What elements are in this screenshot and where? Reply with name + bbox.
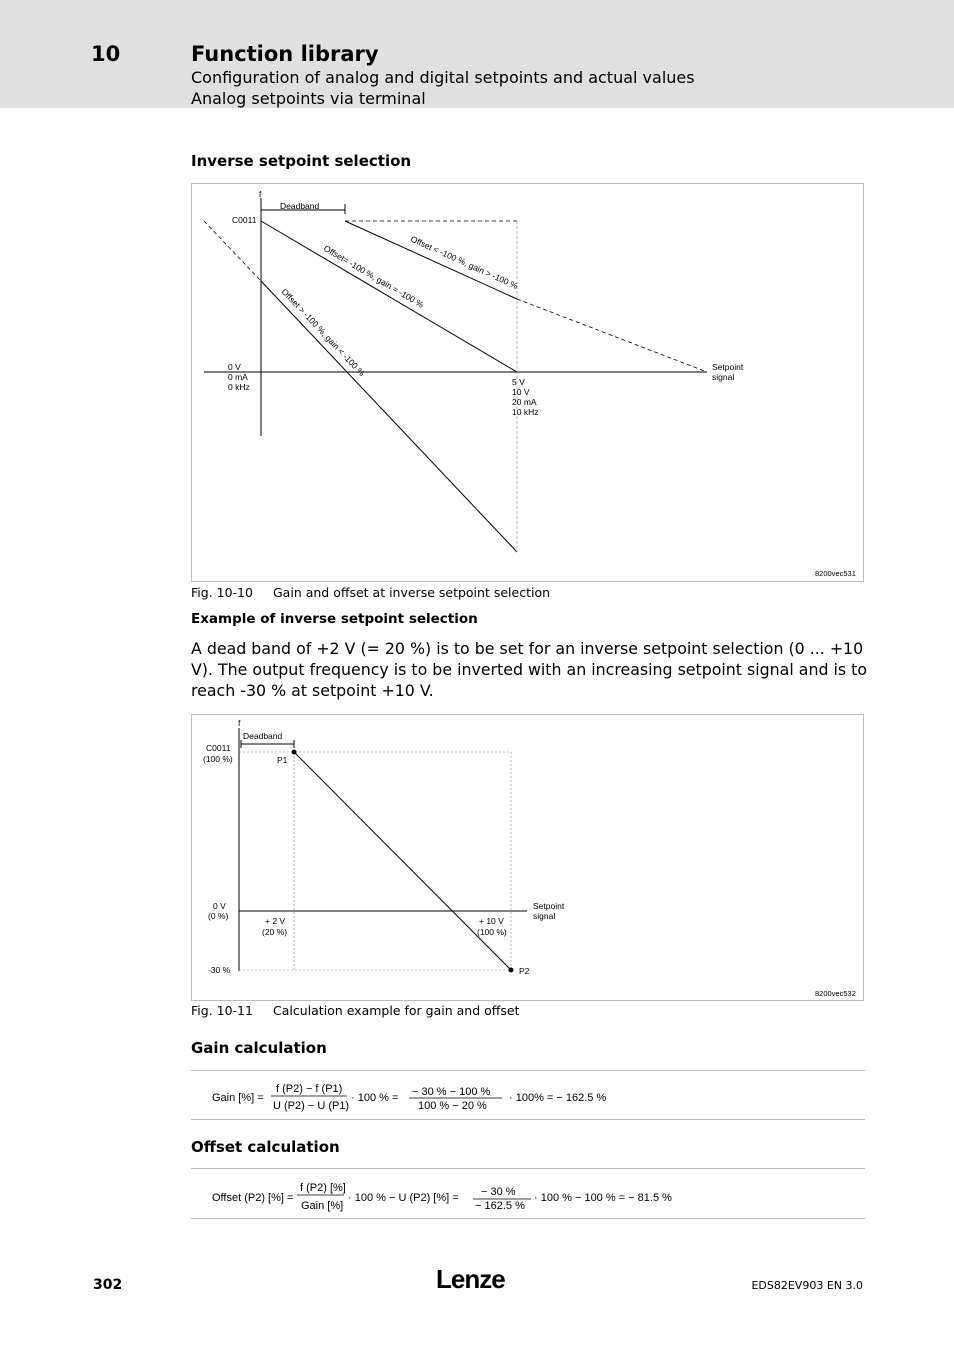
plus2v-pct-label: (20 %) bbox=[262, 927, 288, 937]
five-v-label: 5 V bbox=[512, 377, 525, 387]
ten-v-label: 10 V bbox=[512, 387, 530, 397]
gain-formula bbox=[191, 1070, 865, 1120]
header-band bbox=[0, 0, 954, 108]
caption-fig-10-11 bbox=[191, 1003, 520, 1018]
offset-numerator: f (P2) [%] bbox=[300, 1182, 346, 1194]
heading-gain-calculation: Gain calculation bbox=[191, 1039, 327, 1057]
c0011-label: C0011 bbox=[232, 215, 257, 225]
offset-mid: · 100 % − U (P2) [%] = bbox=[348, 1192, 459, 1204]
figure-id: 8200vec532 bbox=[815, 989, 856, 998]
signal-label: signal bbox=[712, 372, 735, 382]
offset-formula bbox=[191, 1168, 865, 1219]
p1-label: P1 bbox=[277, 755, 288, 765]
caption-number: Fig. 10-10 bbox=[191, 585, 253, 600]
offset-numerator-values: − 30 % bbox=[481, 1186, 516, 1198]
plus2v-label: + 2 V bbox=[265, 916, 286, 926]
gain-lhs: Gain [%] = bbox=[212, 1092, 264, 1104]
p2-label: P2 bbox=[519, 966, 530, 976]
gain-numerator: f (P2) − f (P1) bbox=[276, 1083, 343, 1095]
offset-result: · 100 % − 100 % = − 81.5 % bbox=[534, 1192, 672, 1204]
offset-denominator: Gain [%] bbox=[301, 1200, 344, 1212]
document-id: EDS82EV903 EN 3.0 bbox=[751, 1279, 863, 1292]
plus10v-pct-label: (100 %) bbox=[477, 927, 507, 937]
chapter-number: 10 bbox=[91, 42, 121, 66]
minus30-label: -30 % bbox=[208, 965, 231, 975]
subtitle-2: Analog setpoints via terminal bbox=[191, 89, 426, 108]
zero-khz-label: 0 kHz bbox=[228, 382, 250, 392]
deadband-label: Deadband bbox=[243, 731, 283, 741]
chapter-title: Function library bbox=[191, 42, 379, 66]
point-p2 bbox=[509, 968, 514, 973]
caption-number: Fig. 10-11 bbox=[191, 1003, 253, 1018]
offset-lhs: Offset (P2) [%] = bbox=[212, 1192, 294, 1204]
zero-v-label: 0 V bbox=[213, 901, 226, 911]
page-number: 302 bbox=[93, 1277, 123, 1293]
lenze-logo: Lenze bbox=[436, 1264, 505, 1294]
offset-denominator-values: − 162.5 % bbox=[475, 1200, 525, 1212]
twenty-ma-label: 20 mA bbox=[512, 397, 537, 407]
gain-denominator: U (P2) − U (P1) bbox=[273, 1100, 350, 1112]
plus10v-label: + 10 V bbox=[479, 916, 504, 926]
example-paragraph: A dead band of +2 V (= 20 %) is to be set for an inverse setpoint selection (0 ... +10 V). The output frequency is to be inverted with an increasing setpoint signal and is to reach -30 % at setpoint +10 V. bbox=[191, 639, 868, 700]
setpoint-label: Setpoint bbox=[533, 901, 565, 911]
subtitle-1: Configuration of analog and digital setpoints and actual values bbox=[191, 68, 695, 87]
heading-offset-calculation: Offset calculation bbox=[191, 1138, 340, 1156]
zero-pct-label: (0 %) bbox=[208, 911, 229, 921]
gain-denominator-values: 100 % − 20 % bbox=[418, 1100, 487, 1112]
caption-text: Gain and offset at inverse setpoint selection bbox=[273, 585, 551, 600]
gain-numerator-values: − 30 % − 100 % bbox=[412, 1086, 491, 1098]
zero-ma-label: 0 mA bbox=[228, 372, 248, 382]
figure-id: 8200vec531 bbox=[815, 569, 856, 578]
heading-inverse-setpoint: Inverse setpoint selection bbox=[191, 152, 412, 170]
c0011-pct-label: (100 %) bbox=[203, 754, 233, 764]
ten-khz-label: 10 kHz bbox=[512, 407, 539, 417]
curve-label-offset-lt: Offset < -100 %, gain > -100 % bbox=[409, 233, 520, 291]
caption-fig-10-10 bbox=[191, 585, 551, 600]
figure-10-10 bbox=[191, 183, 864, 582]
f-label: f bbox=[259, 189, 262, 199]
c0011-label: C0011 bbox=[206, 743, 231, 753]
heading-example: Example of inverse setpoint selection bbox=[191, 611, 478, 627]
figure-10-11 bbox=[191, 714, 864, 1001]
deadband-label: Deadband bbox=[280, 201, 320, 211]
point-p1 bbox=[292, 750, 297, 755]
signal-label: signal bbox=[533, 911, 556, 921]
f-label: f bbox=[238, 718, 241, 728]
setpoint-label: Setpoint bbox=[712, 362, 744, 372]
curve-label-offset-gt: Offset > -100 %, gain < -100 % bbox=[279, 286, 367, 379]
caption-text: Calculation example for gain and offset bbox=[273, 1003, 520, 1018]
curve-label-offset-eq: Offset= -100 %, gain = -100 % bbox=[321, 243, 426, 310]
zero-v-label: 0 V bbox=[228, 362, 241, 372]
gain-result: · 100% = − 162.5 % bbox=[509, 1092, 607, 1104]
gain-mid: · 100 % = bbox=[351, 1092, 399, 1104]
